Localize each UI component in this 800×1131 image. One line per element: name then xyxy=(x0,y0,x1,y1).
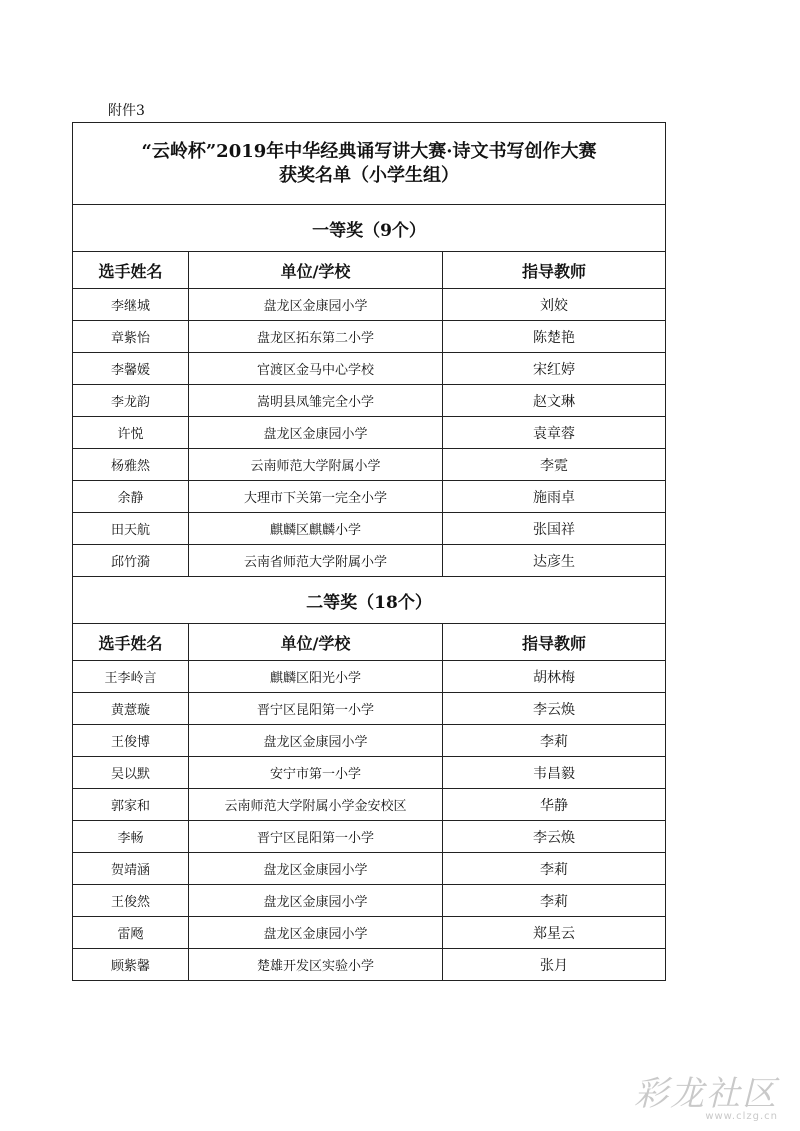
first-prize-table-row xyxy=(73,513,666,545)
teacher-cell: 华静 xyxy=(443,789,666,821)
winner-name-cell: 雷飏 xyxy=(73,917,189,949)
second-prize-header-row xyxy=(73,624,666,661)
winner-name-cell: 王俊然 xyxy=(73,885,189,917)
column-header-teacher: 指导教师 xyxy=(443,624,666,661)
winner-name-cell: 王李岭言 xyxy=(73,661,189,693)
school-cell: 大理市下关第一完全小学 xyxy=(189,481,443,513)
school-cell: 盘龙区金康园小学 xyxy=(189,917,443,949)
teacher-cell: 胡林梅 xyxy=(443,661,666,693)
teacher-cell: 刘姣 xyxy=(443,289,666,321)
winner-name-cell: 李继城 xyxy=(73,289,189,321)
first-prize-header-row xyxy=(73,252,666,289)
watermark-logo: 彩龙社区 xyxy=(634,1074,778,1114)
winner-name-cell: 贺靖涵 xyxy=(73,853,189,885)
school-cell: 麒麟区麒麟小学 xyxy=(189,513,443,545)
school-cell: 楚雄开发区实验小学 xyxy=(189,949,443,981)
winner-name-cell: 余静 xyxy=(73,481,189,513)
school-cell: 安宁市第一小学 xyxy=(189,757,443,789)
title-line-2: 获奖名单（小学生组） xyxy=(279,164,460,186)
column-header-school: 单位/学校 xyxy=(189,624,443,661)
teacher-cell: 张月 xyxy=(443,949,666,981)
winner-name-cell: 李馨媛 xyxy=(73,353,189,385)
teacher-cell: 李莉 xyxy=(443,725,666,757)
second-prize-table-row xyxy=(73,789,666,821)
school-cell: 盘龙区金康园小学 xyxy=(189,725,443,757)
title-line-1: “云岭杯”2019年中华经典诵写讲大赛·诗文书写创作大赛 xyxy=(141,140,597,162)
first-prize-heading: 一等奖（9个） xyxy=(73,205,666,252)
winner-name-cell: 李畅 xyxy=(73,821,189,853)
winner-name-cell: 黄薏璇 xyxy=(73,693,189,725)
teacher-cell: 李霓 xyxy=(443,449,666,481)
winner-name-cell: 李龙韵 xyxy=(73,385,189,417)
winner-name-cell: 王俊博 xyxy=(73,725,189,757)
award-table xyxy=(72,122,666,981)
school-cell: 云南师范大学附属小学金安校区 xyxy=(189,789,443,821)
teacher-cell: 宋红婷 xyxy=(443,353,666,385)
first-prize-table-row xyxy=(73,545,666,577)
school-cell: 盘龙区金康园小学 xyxy=(189,289,443,321)
teacher-cell: 赵文琳 xyxy=(443,385,666,417)
school-cell: 盘龙区拓东第二小学 xyxy=(189,321,443,353)
winner-name-cell: 田天航 xyxy=(73,513,189,545)
teacher-cell: 张国祥 xyxy=(443,513,666,545)
school-cell: 晋宁区昆阳第一小学 xyxy=(189,693,443,725)
second-prize-table-row xyxy=(73,949,666,981)
second-prize-table-row xyxy=(73,885,666,917)
teacher-cell: 郑星云 xyxy=(443,917,666,949)
second-prize-table-row xyxy=(73,725,666,757)
first-prize-table-row xyxy=(73,449,666,481)
teacher-cell: 达彦生 xyxy=(443,545,666,577)
first-prize-section-row xyxy=(73,205,666,252)
second-prize-table-row xyxy=(73,917,666,949)
school-cell: 盘龙区金康园小学 xyxy=(189,417,443,449)
teacher-cell: 李莉 xyxy=(443,853,666,885)
teacher-cell: 施雨卓 xyxy=(443,481,666,513)
second-prize-table-row xyxy=(73,661,666,693)
first-prize-table-row xyxy=(73,289,666,321)
second-prize-section-row xyxy=(73,577,666,624)
first-prize-table-row xyxy=(73,481,666,513)
school-cell: 晋宁区昆阳第一小学 xyxy=(189,821,443,853)
column-header-name: 选手姓名 xyxy=(73,624,189,661)
winner-name-cell: 章紫怡 xyxy=(73,321,189,353)
second-prize-table-row xyxy=(73,757,666,789)
title-row xyxy=(73,123,666,205)
winner-name-cell: 郭家和 xyxy=(73,789,189,821)
watermark xyxy=(634,1066,778,1122)
second-prize-rows xyxy=(73,661,666,981)
column-header-school: 单位/学校 xyxy=(189,252,443,289)
first-prize-table-row xyxy=(73,417,666,449)
winner-name-cell: 邱竹漪 xyxy=(73,545,189,577)
column-header-teacher: 指导教师 xyxy=(443,252,666,289)
winner-name-cell: 许悦 xyxy=(73,417,189,449)
first-prize-table-row xyxy=(73,353,666,385)
first-prize-table-row xyxy=(73,385,666,417)
school-cell: 云南省师范大学附属小学 xyxy=(189,545,443,577)
second-prize-heading: 二等奖（18个） xyxy=(73,577,666,624)
teacher-cell: 李云焕 xyxy=(443,693,666,725)
second-prize-table-row xyxy=(73,821,666,853)
document-title xyxy=(73,123,666,205)
school-cell: 官渡区金马中心学校 xyxy=(189,353,443,385)
winner-name-cell: 吴以默 xyxy=(73,757,189,789)
school-cell: 麒麟区阳光小学 xyxy=(189,661,443,693)
second-prize-table-row xyxy=(73,853,666,885)
first-prize-table-row xyxy=(73,321,666,353)
teacher-cell: 陈楚艳 xyxy=(443,321,666,353)
teacher-cell: 李莉 xyxy=(443,885,666,917)
school-cell: 嵩明县凤雏完全小学 xyxy=(189,385,443,417)
watermark-url: www.clzg.cn xyxy=(705,1111,778,1122)
teacher-cell: 袁章蓉 xyxy=(443,417,666,449)
school-cell: 盘龙区金康园小学 xyxy=(189,853,443,885)
teacher-cell: 李云焕 xyxy=(443,821,666,853)
column-header-name: 选手姓名 xyxy=(73,252,189,289)
school-cell: 盘龙区金康园小学 xyxy=(189,885,443,917)
teacher-cell: 韦昌毅 xyxy=(443,757,666,789)
attachment-label: 附件3 xyxy=(108,103,145,119)
second-prize-table-row xyxy=(73,693,666,725)
first-prize-rows xyxy=(73,289,666,577)
winner-name-cell: 顾紫馨 xyxy=(73,949,189,981)
winner-name-cell: 杨雅然 xyxy=(73,449,189,481)
school-cell: 云南师范大学附属小学 xyxy=(189,449,443,481)
